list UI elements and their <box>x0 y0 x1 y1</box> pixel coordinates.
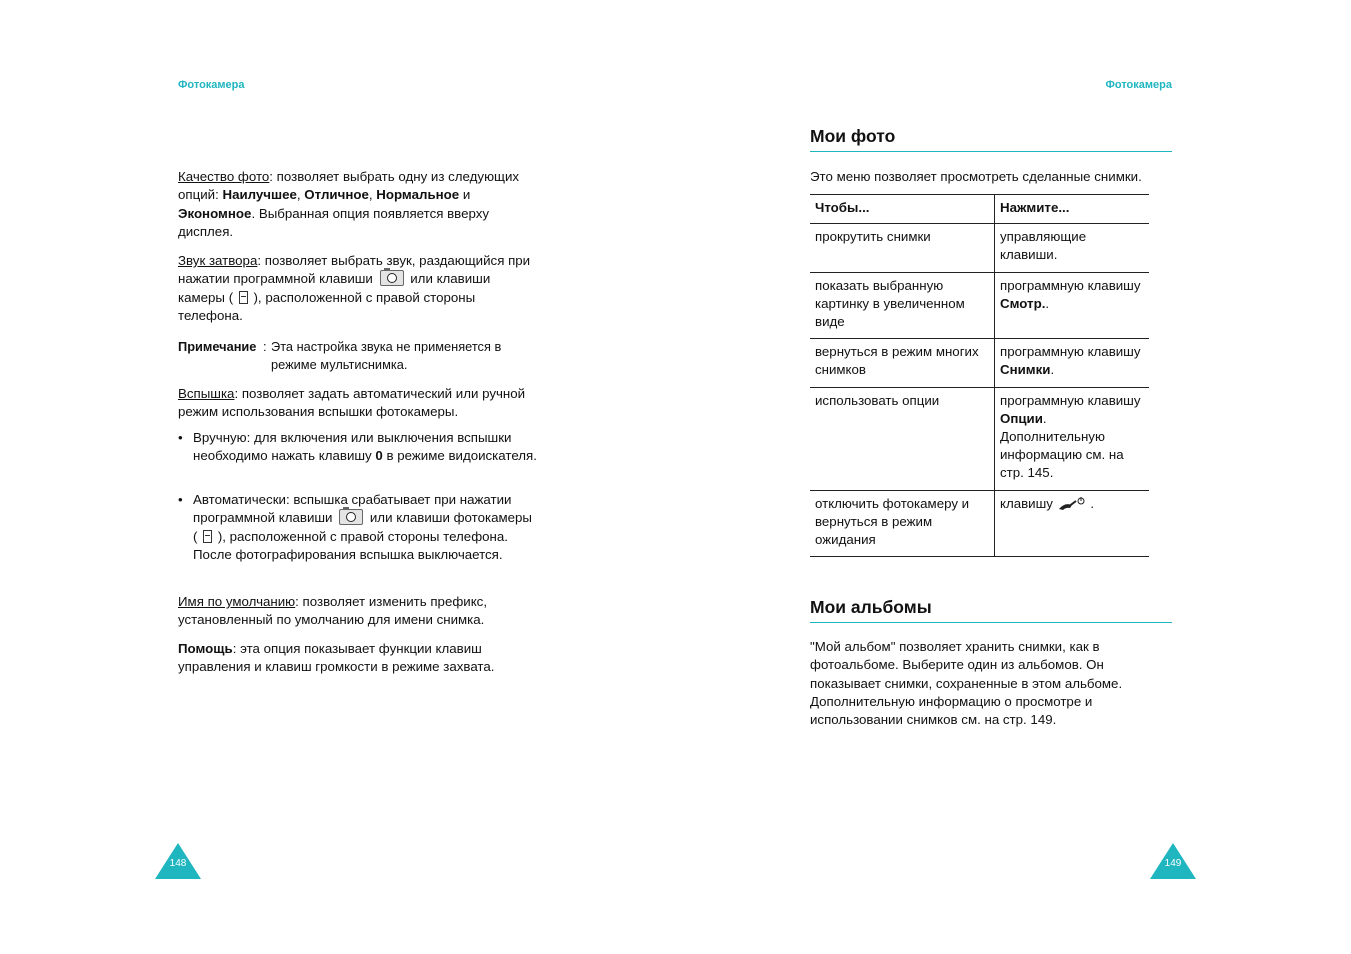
my-albums-title: Мои альбомы <box>810 597 1172 623</box>
quality-paragraph: Качество фото: позволяет выбрать одну из следующих опций: Наилучшее, Отличное, Нормальное и Экономное. Выбранная опция появляется вверху дисплея. <box>178 169 520 239</box>
note-text: Эта настройка звука не применяется в режиме мультиснимка. <box>271 339 502 373</box>
my-albums-text: "Мой альбом" позволяет хранить снимки, как в фотоальбоме. Выберите один из альбомов. Он показывает снимки, сохраненные в этом альбоме. Дополнительную информацию о просмотре и использовании снимков см. на стр. 149. <box>810 639 1123 728</box>
option-normal: Нормальное <box>376 187 460 203</box>
table-row: прокрутить снимки управляющие клавиши. <box>810 224 1149 272</box>
flash-paragraph: Вспышка: позволяет задать автоматический или ручной режим использования вспышки фотокамеры. <box>178 386 526 420</box>
shutter-paragraph: Звук затвора: позволяет выбрать звук, раздающийся при нажатии программной клавиши или клавиши камеры ( ), расположенной с правой стороны телефона. <box>178 253 531 323</box>
table-row: отключить фотокамеру и вернуться в режим ожидания клавишу . <box>810 490 1149 557</box>
flash-term: Вспышка <box>178 386 235 401</box>
camera-key-icon <box>380 270 404 286</box>
table-row: вернуться в режим многих снимков программную клавишу Снимки. <box>810 339 1149 387</box>
camera-key-icon <box>339 509 363 525</box>
table-header-row <box>810 195 1149 224</box>
option-best: Наилучшее <box>222 187 297 203</box>
side-camera-key-icon <box>203 530 212 543</box>
right-page <box>810 0 1172 954</box>
quality-term: Качество фото <box>178 169 270 184</box>
shutter-term: Звук затвора <box>178 253 258 268</box>
key-zero: 0 <box>375 448 383 464</box>
my-photos-intro: Это меню позволяет просмотреть сделанные снимки. <box>810 169 1142 184</box>
table-row: использовать опции программную клавишу Опции. Дополнительную информацию см. на стр. 145. <box>810 387 1149 490</box>
bullet-dot: • <box>178 430 183 445</box>
page-number-148: 148 <box>155 843 201 879</box>
section-header: Фотокамера <box>1105 79 1172 91</box>
section-header: Фотокамера <box>178 79 245 91</box>
default-name-term: Имя по умолчанию <box>178 594 296 609</box>
default-name-paragraph: Имя по умолчанию: позволяет изменить префикс, установленный по умолчанию для имени снимка. <box>178 594 488 628</box>
end-power-key-icon <box>1057 496 1087 512</box>
left-page: Фотокамера Качество фото: позволяет выбрать одну из следующих опций: Наилучшее, Отличное, Нормальное и Экономное. Выбранная опция появляется вверху дисплея. Звук затвора: позволяет выбрать звук, раздающийся при нажатии программной клавиши или клавиши камеры ( ), расположенной с правой стороны телефона. Примечание : Эта настройка звука не применяется в режиме мультиснимка. Вспышка: позволяет задать автоматический или ручной режим использования вспышки фотокамеры. • Вручную: для включения или выключения вспышки необходимо нажать клавишу 0 в режиме видоискателя. • Автоматически: вспышка срабатывает при нажатии программной клавиши или клавиши фотокамеры ( ), расположенной с правой стороны телефона. После фотографирования вспышка выключается. Имя по умолчанию: позволяет изменить префикс, установленный по умолчанию для имени снимка. Помощь: эта опция показывает функции клавиш управления и клавиш громкости в режиме захвата. <box>178 0 543 954</box>
my-photos-table <box>810 194 1149 557</box>
page-number-149: 149 <box>1150 843 1196 879</box>
column-header-action: Чтобы... <box>810 195 995 224</box>
note-label: Примечание <box>178 339 257 354</box>
bullet-dot: • <box>178 492 183 507</box>
side-camera-key-icon <box>239 291 248 304</box>
help-term: Помощь <box>178 641 233 656</box>
table-row: показать выбранную картинку в увеличенном виде программную клавишу Смотр.. <box>810 272 1149 339</box>
my-photos-title: Мои фото <box>810 126 1172 152</box>
option-excellent: Отличное <box>304 187 369 203</box>
option-economy: Экономное <box>178 205 252 221</box>
help-paragraph: Помощь: эта опция показывает функции клавиш управления и клавиш громкости в режиме захвата. <box>178 641 495 675</box>
column-header-press: Нажмите... <box>995 195 1150 224</box>
